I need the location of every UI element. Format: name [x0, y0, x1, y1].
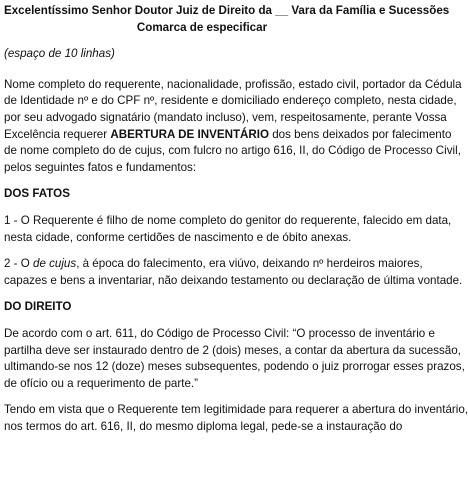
- fatos-line: nesta cidade, conforme certidões de nascimento e de óbito anexas.: [4, 230, 352, 244]
- intro-line: pelos seguintes fatos e fundamentos:: [4, 160, 197, 174]
- court-address-line: Excelentíssimo Senhor Doutor Juiz de Direito da __ Vara da Família e Sucessões: [4, 4, 450, 17]
- fatos-line: [4, 256, 423, 273]
- direito-paragraph-1: [4, 326, 465, 392]
- fatos-text: 2 - O: [4, 257, 33, 271]
- direito-paragraph-2: [4, 402, 468, 435]
- space-note: [4, 46, 400, 63]
- direito-line: nos termos do art. 616, II, do mesmo diploma legal, pede-se a instauração do: [4, 419, 403, 433]
- intro-line: por seu advogado signatário (mandato incluso), vem, respeitosamente, perante Vossa: [4, 110, 447, 124]
- direito-line: De acordo com o art. 611, do Código de Processo Civil: “O processo de inventário e: [4, 326, 435, 340]
- fatos-line: 1 - O Requerente é filho de nome completo do genitor do requerente, falecido em data,: [4, 213, 452, 227]
- fatos-paragraph-2: [4, 256, 463, 289]
- fatos-text: , à época do falecimento, era viúvo, deixando nº herdeiros maiores,: [76, 257, 423, 271]
- inventory-request-emphasis: ABERTURA DE INVENTÁRIO: [110, 127, 270, 141]
- direito-line: Tendo em vista que o Requerente tem legitimidade para requerer a abertura do inventário,: [4, 403, 468, 417]
- de-cujus-emphasis: de cujus: [33, 257, 77, 271]
- intro-paragraph: [4, 77, 462, 177]
- section-heading-fatos: DOS FATOS: [4, 187, 70, 201]
- direito-line: partilha deve ser instaurado dentro de 2 (dois) meses, a contar da abertura da sucessão,: [4, 343, 461, 357]
- direito-line: ultimando-se nos 12 (doze) meses subsequentes, podendo o juiz prorrogar esses prazos,: [4, 360, 465, 374]
- direito-line: de ofício ou a requerimento de parte.”: [4, 376, 198, 390]
- intro-line: de nome completo do de cujus, com fulcro no artigo 616, II, do Código de Processo Civil,: [4, 144, 461, 158]
- space-note-text: (espaço de 10 linhas): [4, 47, 115, 61]
- comarca-line: Comarca de especificar: [136, 20, 268, 34]
- intro-line: de Identidade nº e do CPF nº, residente e domiciliado endereço completo, nesta cidade,: [4, 94, 457, 108]
- intro-text: dos bens deixados por falecimento: [269, 127, 452, 141]
- intro-text: Excelência requerer: [4, 127, 111, 141]
- fatos-paragraph-1: [4, 213, 452, 246]
- intro-line: Nome completo do requerente, nacionalidade, profissão, estado civil, portador da Cédula: [4, 77, 462, 91]
- intro-line: [4, 127, 452, 144]
- fatos-line: capazes e bens a inventariar, não deixando testamento ou declaração de última vontade.: [4, 273, 463, 287]
- section-heading-direito: DO DIREITO: [4, 300, 72, 314]
